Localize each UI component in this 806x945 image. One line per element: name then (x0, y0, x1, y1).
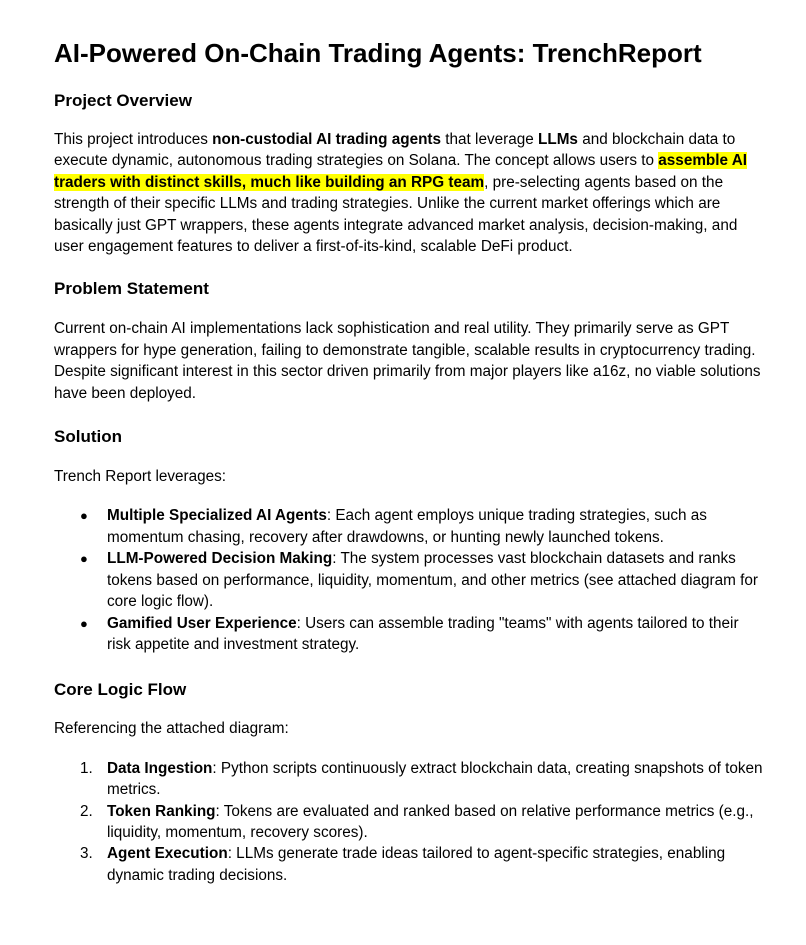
overview-text-1: This project introduces (54, 131, 213, 148)
list-item (80, 613, 766, 656)
list-number: 1. (80, 759, 93, 777)
list-number: 2. (80, 802, 93, 820)
list-item-term: Gamified User Experience (107, 614, 297, 632)
list-item-desc: : Tokens are evaluated and ranked based on relative performance metrics (e.g., liquidity, momentum, recovery scores). (107, 802, 754, 841)
paragraph-solution-intro: Trench Report leverages: (54, 468, 227, 486)
list-item-desc: : LLMs generate trade ideas tailored to agent-specific strategies, enabling dynamic trading decisions. (107, 845, 726, 884)
list-item-term: Token Ranking (107, 802, 216, 820)
list-item (80, 801, 766, 844)
solution-bullet-list (54, 505, 766, 655)
list-item-desc: : Users can assemble trading "teams" with agents tailored to their risk appetite and investment strategy. (107, 614, 739, 653)
list-item-desc: : The system processes vast blockchain datasets and ranks tokens based on performance, liquidity, momentum, and other metrics (see attached diagram for core logic flow). (107, 550, 759, 611)
bullet-icon: ● (80, 551, 88, 567)
core-numbered-list (54, 758, 766, 886)
heading-solution: Solution (54, 427, 122, 447)
list-item-term: Multiple Specialized AI Agents (107, 507, 327, 525)
heading-project-overview: Project Overview (54, 91, 192, 110)
overview-text-3: and blockchain data to execute dynamic, autonomous trading strategies on Solana. The concept allows users to (54, 131, 736, 170)
overview-text-4: , pre-selecting agents based on the strength of their specific LLMs and trading strategies. Unlike the current market offerings which are basically just GPT wrappers, these agents integrate advanced market analysis, decision-making, and user engagement features to deliver a first-of-its-kind, scalable DeFi product. (54, 173, 738, 256)
list-item-desc: : Python scripts continuously extract blockchain data, creating snapshots of token metrics. (107, 759, 763, 799)
list-item-term: LLM-Powered Decision Making (107, 550, 333, 568)
bullet-icon: ● (80, 615, 88, 631)
heading-problem-statement: Problem Statement (54, 279, 209, 299)
list-item (80, 505, 766, 548)
list-item-term: Data Ingestion (107, 759, 213, 777)
paragraph-core-intro: Referencing the attached diagram: (54, 720, 289, 738)
list-item (80, 758, 766, 801)
overview-text-2: that leverage (441, 131, 538, 148)
document-title: AI-Powered On-Chain Trading Agents: TrenchReport (54, 38, 702, 68)
paragraph-project-overview (54, 129, 766, 257)
list-item-term: Agent Execution (107, 845, 228, 863)
list-item (80, 548, 766, 612)
paragraph-problem-statement: Current on-chain AI implementations lack sophistication and real utility. They primarily serve as GPT wrappers for hype generation, failing to demonstrate tangible, scalable results in cryptocurrency trading. Despite significant interest in this sector driven primarily from major players like a16z, no viable solutions have been deployed. (54, 320, 761, 402)
list-item-desc: : Each agent employs unique trading strategies, such as momentum chasing, recovery after drawdowns, or hunting newly launched tokens. (107, 507, 707, 546)
list-number: 3. (80, 845, 93, 863)
overview-bold-llms: LLMs (538, 131, 578, 148)
overview-bold-agents: non-custodial AI trading agents (212, 131, 442, 148)
bullet-icon: ● (80, 508, 88, 524)
list-item (80, 843, 766, 886)
heading-core-logic-flow: Core Logic Flow (54, 680, 187, 700)
overview-highlight: assemble AI traders with distinct skills, much like building an RPG team (54, 152, 748, 191)
